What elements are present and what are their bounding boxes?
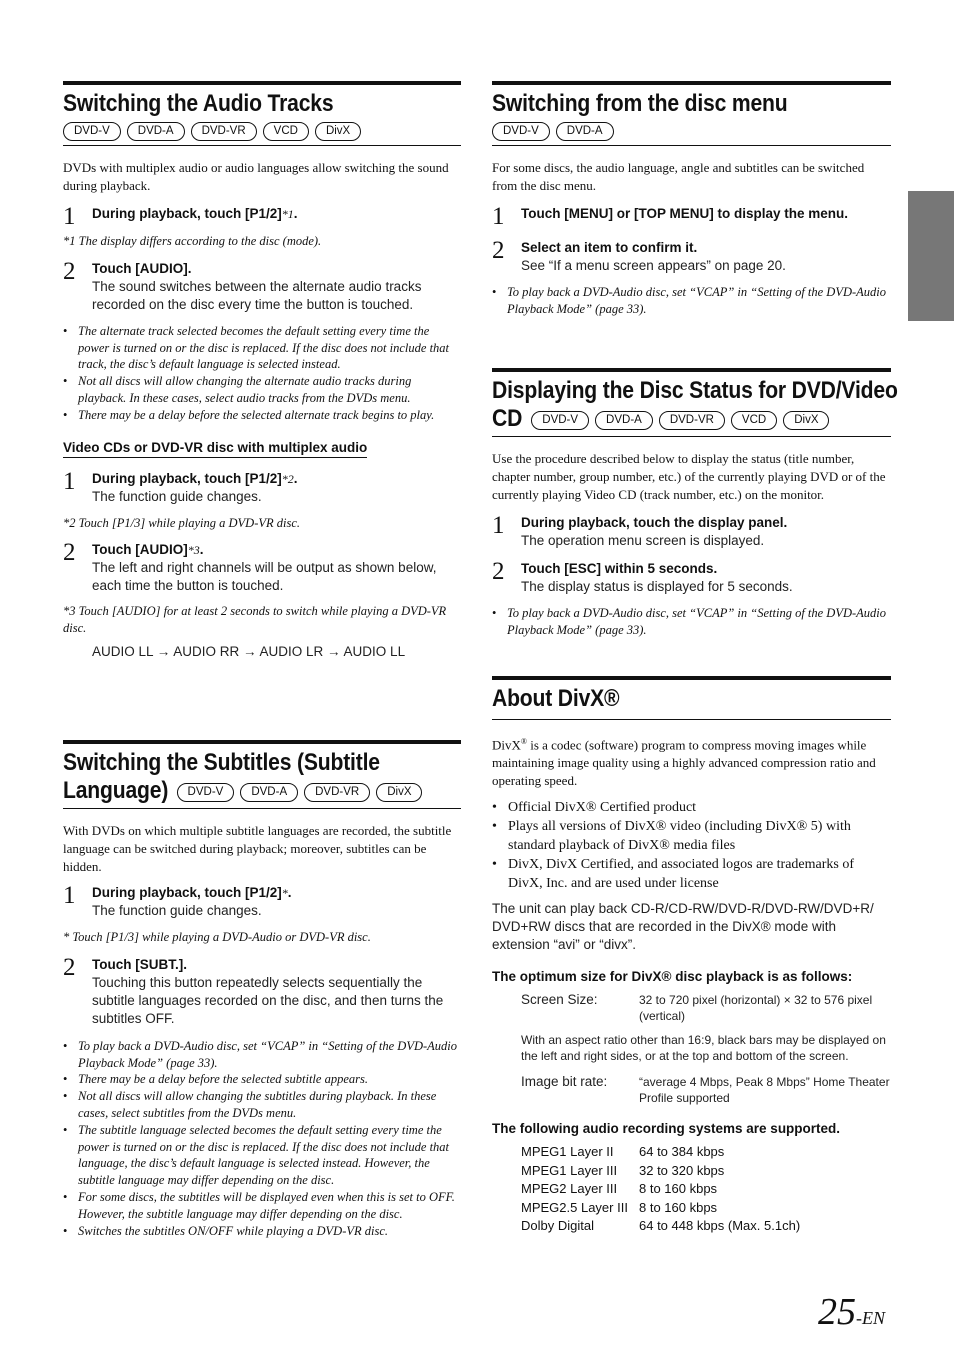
status-title: Displaying the Disc Status for DVD/Video [492,377,898,404]
status-step-1 [492,514,891,550]
step-sub: Touching this button repeatedly selects sequentially the subtitle languages recorded on the disc, and then turns the subtitles OFF. [92,974,444,1026]
step-text: Touch [521,561,565,576]
p12-key: [P1/2] [245,470,282,486]
step-number: 2 [492,237,505,264]
page-suffix: -EN [856,1308,885,1328]
table-row [521,1217,891,1236]
table-row [521,1180,891,1199]
menu-badges [492,122,891,141]
subtitle-footnote: * Touch [P1/3] while playing a DVD-Audio or DVD-VR disc. [63,930,371,944]
system-name: MPEG2 Layer III [521,1181,618,1197]
step-text: Touch [92,260,136,276]
subtitle-badges [177,783,423,802]
system-name: MPEG2.5 Layer III [521,1199,628,1215]
badge-dvd-a: DVD-A [595,411,653,430]
step-text: Touch [521,206,565,221]
system-rate: 8 to 160 kbps [639,1199,718,1215]
badge-dvd-a: DVD-A [556,122,614,141]
menu-section [492,81,891,318]
system-rate: 64 to 384 kbps [639,1144,725,1160]
note-item: • Not all discs will allow changing the alternate audio tracks during playback. In these cases, select audio tracks from the DVDs menu. [63,373,461,407]
badge-dvd-vr: DVD-VR [659,411,725,430]
bitrate-label: Image bit rate: [521,1074,608,1090]
screen-size-value: 32 to 720 pixel (horizontal) × 32 to 576 pixel (vertical) [639,993,873,1024]
bullet-item: • DivX, DivX Certified, and associated logos are trademarks of DivX, Inc. and are used under license [492,855,891,893]
bullet-item: • Official DivX® Certified product [492,798,891,817]
divider [492,719,891,720]
p12-key: [P1/2] [245,885,282,900]
step-number: 1 [492,512,505,539]
registered-mark: ® [520,737,527,746]
footnote-mark: *2 [281,471,294,486]
note-item: • To play back a DVD-Audio disc, set “VCAP” in “Setting of the DVD-Audio Playback Mode” (page 33). [63,1038,461,1072]
footnote-mark: *3 [187,543,200,558]
status-step-2 [492,560,891,596]
step-end: . [187,260,192,276]
step-sub: The operation menu screen is displayed. [521,533,765,548]
step-sub: The sound switches between the alternate audio tracks recorded on the disc every time the button is touched. [92,278,422,312]
audio-badges [63,122,461,141]
step-text: Touch [92,956,136,972]
step-text: During playback, touch [92,206,246,221]
note-item: • Not all discs will allow changing the subtitles during playback. In these cases, select subtitles from the DVDs menu. [63,1088,461,1122]
step-number: 1 [63,882,76,909]
divider [63,808,461,809]
audio-sequence: AUDIO LL → AUDIO RR → AUDIO LR → AUDIO LL [92,643,406,659]
audio-key: [AUDIO] [135,542,188,558]
optimum-heading: The optimum size for DivX® disc playback is as follows: [492,969,853,985]
menu-title: Switching from the disc menu [492,90,788,117]
divx-intro [492,733,891,790]
step-text: within 5 seconds. [601,561,718,576]
audio-intro: DVDs with multiplex audio or audio languages allow switching the sound during playback. [63,160,449,193]
note-item: • There may be a delay before the selected alternate track begins to play. [63,407,461,424]
divider [492,145,891,146]
system-name: MPEG1 Layer II [521,1144,614,1160]
subtitle-step-1 [63,884,461,920]
screen-size-label: Screen Size: [521,992,598,1008]
system-rate: 32 to 320 kbps [639,1162,725,1178]
step-sub: The function guide changes. [92,903,262,918]
badge-dvd-v: DVD-V [531,411,589,430]
step-text: Touch [92,542,136,558]
subtitle-section [63,740,461,1239]
badge-divx: DivX [315,122,361,141]
step-text: to display the menu. [713,206,849,221]
subtitle-step-2 [63,953,461,1028]
status-notes [492,605,891,639]
menu-step-2 [492,239,891,275]
step-end: . [293,470,298,486]
badge-dvd-v: DVD-V [63,122,121,141]
note-item: • There may be a delay before the selected subtitle appears. [63,1071,461,1088]
audio-title: Switching the Audio Tracks [63,90,334,117]
step-sub: The function guide changes. [92,488,262,504]
table-row [521,1143,891,1162]
divx-title: About DivX® [492,685,620,712]
system-name: Dolby Digital [521,1218,594,1234]
divider [492,436,891,437]
esc-key: [ESC] [564,561,601,576]
system-rate: 8 to 160 kbps [639,1181,718,1197]
badge-dvd-a: DVD-A [240,783,298,802]
subt-key: [SUBT.] [135,956,184,972]
vcd-subhead: Video CDs or DVD-VR disc with multiplex audio [63,440,367,458]
vcd-footnote-2: *2 Touch [P1/3] while playing a DVD-VR disc. [63,515,301,530]
divx-section [492,676,891,1236]
audio-notes [63,323,461,424]
table-row [521,1162,891,1181]
step-number: 1 [63,203,76,230]
divx-para: The unit can play back CD-R/CD-RW/DVD-R/DVD-RW/DVD+R/ DVD+RW discs that are recorded in the DivX® mode with extension “avi” or “divx”. [492,901,874,953]
step-number: 2 [63,953,76,981]
audio-footnote-1: *1 The display differs according to the disc (mode). [63,234,322,248]
audio-section [63,81,461,661]
step-text: or [613,206,635,221]
page-number [818,1290,885,1334]
footnote-mark: * [281,886,288,900]
audio-step-2 [63,257,461,314]
status-section [492,368,898,639]
footnote-mark: *1 [281,207,294,221]
step-number: 1 [63,467,76,495]
badge-vcd: VCD [263,122,309,141]
step-number: 2 [63,257,76,285]
step-end: . [287,885,292,900]
audio-systems-heading: The following audio recording systems are supported. [492,1121,841,1137]
subtitle-intro: With DVDs on which multiple subtitle languages are recorded, the subtitle language can be switched during playback; moreover, subtitles can be hidden. [63,823,452,874]
badge-divx: DivX [376,783,422,802]
bitrate-row [521,1074,891,1106]
status-intro: Use the procedure described below to display the status (title number, chapter number, group number, etc.) of the currently playing DVD or of the currently playing Video CD (track number, etc.) on the monitor. [492,451,886,502]
step-end: . [199,542,204,558]
note-item: • Switches the subtitles ON/OFF while playing a DVD-VR disc. [63,1223,461,1240]
badge-dvd-a: DVD-A [127,122,185,141]
badge-dvd-vr: DVD-VR [304,783,370,802]
step-sub: The display status is displayed for 5 seconds. [521,579,793,594]
subtitle-title-cont: Language) [63,777,169,804]
divx-bullets [492,798,891,893]
table-row [521,1199,891,1218]
step-end: . [183,956,188,972]
note-item: • The subtitle language selected becomes the default setting every time the power is turned on or the disc is replaced. If the disc does not include that language, the disc’s default language is selected instead. However, the subtitle language may differ depending on the disc. [63,1122,461,1189]
screen-size-row [521,992,891,1024]
system-rate: 64 to 448 kbps (Max. 5.1ch) [639,1218,801,1234]
menu-step-1 [492,205,891,229]
audio-step-1 [63,205,461,229]
menu-intro: For some discs, the audio language, angle and subtitles can be switched from the disc menu. [492,160,865,193]
page-number-value: 25 [818,1291,856,1333]
status-badges [531,411,829,430]
step-end: . [293,206,298,221]
bitrate-value: “average 4 Mbps, Peak 8 Mbps” Home Theater Profile supported [639,1075,890,1106]
step-text: During playback, touch [92,470,246,486]
menu-notes [492,284,891,318]
text: DivX [492,737,521,753]
p12-key: [P1/2] [245,206,282,221]
badge-dvd-vr: DVD-VR [191,122,257,141]
bullet-item: • Plays all versions of DivX® video (including DivX® 5) with standard playback of DivX® media files [492,817,891,855]
top-menu-key: [TOP MENU] [634,206,714,221]
vcd-step-1 [63,467,461,506]
aspect-note: With an aspect ratio other than 16:9, black bars may be displayed on the left and right sides, or at the top and bottom of the screen. [521,1033,886,1064]
section-tab [908,191,954,321]
note-item: • The alternate track selected becomes the default setting every time the power is turned on or the disc is replaced. If the disc does not include that track, the disc’s default language is selected instead. [63,323,461,373]
badge-divx: DivX [783,411,829,430]
badge-dvd-v: DVD-V [492,122,550,141]
note-item: • For some discs, the subtitles will be displayed even when this is set to OFF. However, the subtitle language may differ depending on the disc. [63,1189,461,1223]
divider [63,145,461,146]
step-text: During playback, touch the display panel. [521,515,788,530]
badge-dvd-v: DVD-V [177,783,235,802]
audio-key: [AUDIO] [135,260,188,276]
step-sub: See “If a menu screen appears” on page 20. [521,258,786,273]
note-item: • To play back a DVD-Audio disc, set “VCAP” in “Setting of the DVD-Audio Playback Mode” (page 33). [492,284,891,318]
step-text: Select an item to confirm it. [521,240,698,255]
subtitle-title: Switching the Subtitles (Subtitle [63,749,380,776]
subtitle-notes [63,1038,461,1240]
status-title-cont: CD [492,405,523,432]
note-item: • To play back a DVD-Audio disc, set “VCAP” in “Setting of the DVD-Audio Playback Mode” (page 33). [492,605,891,639]
vcd-step-2 [63,541,461,595]
step-sub: The left and right channels will be output as shown below, each time the button is touched. [92,560,437,594]
step-text: During playback, touch [92,885,246,900]
text: is a codec (software) program to compress moving images while maintaining image quality using a highly advanced compression ratio and operating speed. [492,737,876,789]
step-number: 2 [492,558,505,585]
badge-vcd: VCD [731,411,777,430]
audio-systems-table [521,1143,891,1236]
step-number: 2 [63,539,76,567]
system-name: MPEG1 Layer III [521,1162,618,1178]
step-number: 1 [492,203,505,230]
vcd-footnote-3: *3 Touch [AUDIO] for at least 2 seconds to switch while playing a DVD-VR disc. [63,604,447,636]
menu-key: [MENU] [564,206,613,221]
